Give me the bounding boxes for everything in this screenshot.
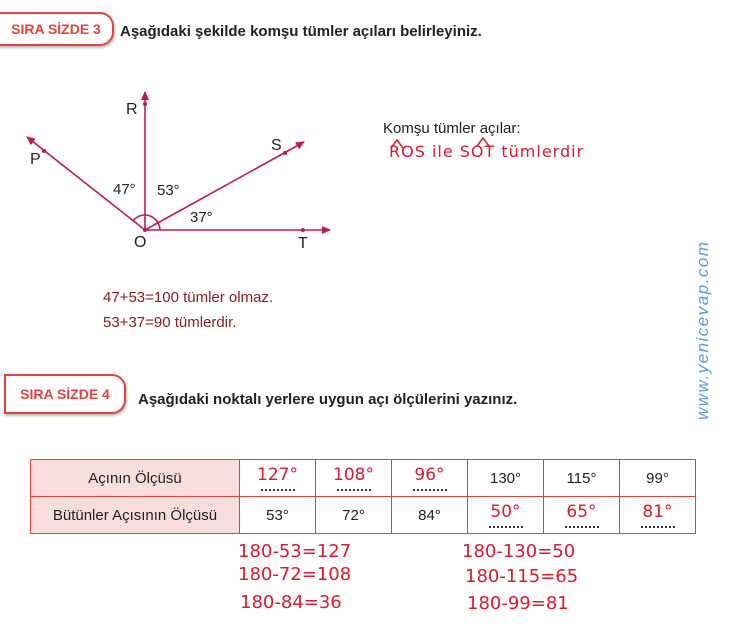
angle-37: 37° [190, 209, 213, 226]
komsu-tumler-label: Komşu tümler açılar: [383, 120, 521, 137]
watermark: www.yenicevap.com [693, 240, 712, 420]
cell-value: 84° [392, 497, 468, 534]
angle-table [30, 459, 696, 534]
label-T: T [298, 235, 308, 252]
row1-header: Açının Ölçüsü [31, 460, 240, 497]
calc-right-3: 180-99=81 [467, 593, 569, 614]
cell-value: 72° [316, 497, 392, 534]
angle-53: 53° [157, 182, 180, 199]
calc-left-3: 180-84=36 [240, 592, 342, 613]
cell-answer: 50° [468, 497, 544, 534]
q3-instruction: Aşağıdaki şekilde komşu tümler açıları belirleyiniz. [120, 23, 482, 40]
label-R: R [126, 101, 138, 118]
equation-2: 53+37=90 tümlerdir. [103, 314, 237, 331]
table-row-measures [31, 460, 696, 497]
q4-instruction: Aşağıdaki noktalı yerlere uygun açı ölçülerini yazınız. [138, 391, 518, 408]
cell-value: 99° [620, 460, 696, 497]
cell-answer: 127° [240, 460, 316, 497]
sira-sizde-4-badge: SIRA SİZDE 4 [4, 374, 126, 414]
calc-left-1: 180-53=127 [238, 541, 352, 562]
cell-answer: 81° [620, 497, 696, 534]
calc-left-2: 180-72=108 [238, 564, 352, 585]
angle-arc [133, 215, 160, 230]
cell-answer: 65° [544, 497, 620, 534]
cell-value: 115° [544, 460, 620, 497]
calc-right-2: 180-115=65 [465, 566, 579, 587]
handwritten-answer: ROS ile SOT tümlerdir [389, 142, 585, 161]
table-row-supplements [31, 497, 696, 534]
equation-1: 47+53=100 tümler olmaz. [103, 289, 274, 306]
sira-sizde-3-badge: SIRA SİZDE 3 [0, 12, 114, 46]
angle-47: 47° [113, 181, 136, 198]
label-S: S [271, 137, 282, 154]
row2-header: Bütünler Açısının Ölçüsü [31, 497, 240, 534]
label-O: O [134, 234, 147, 251]
cell-answer: 96° [392, 460, 468, 497]
cell-value: 130° [468, 460, 544, 497]
cell-answer: 108° [316, 460, 392, 497]
cell-value: 53° [240, 497, 316, 534]
calc-right-1: 180-130=50 [462, 541, 576, 562]
label-P: P [30, 151, 41, 168]
